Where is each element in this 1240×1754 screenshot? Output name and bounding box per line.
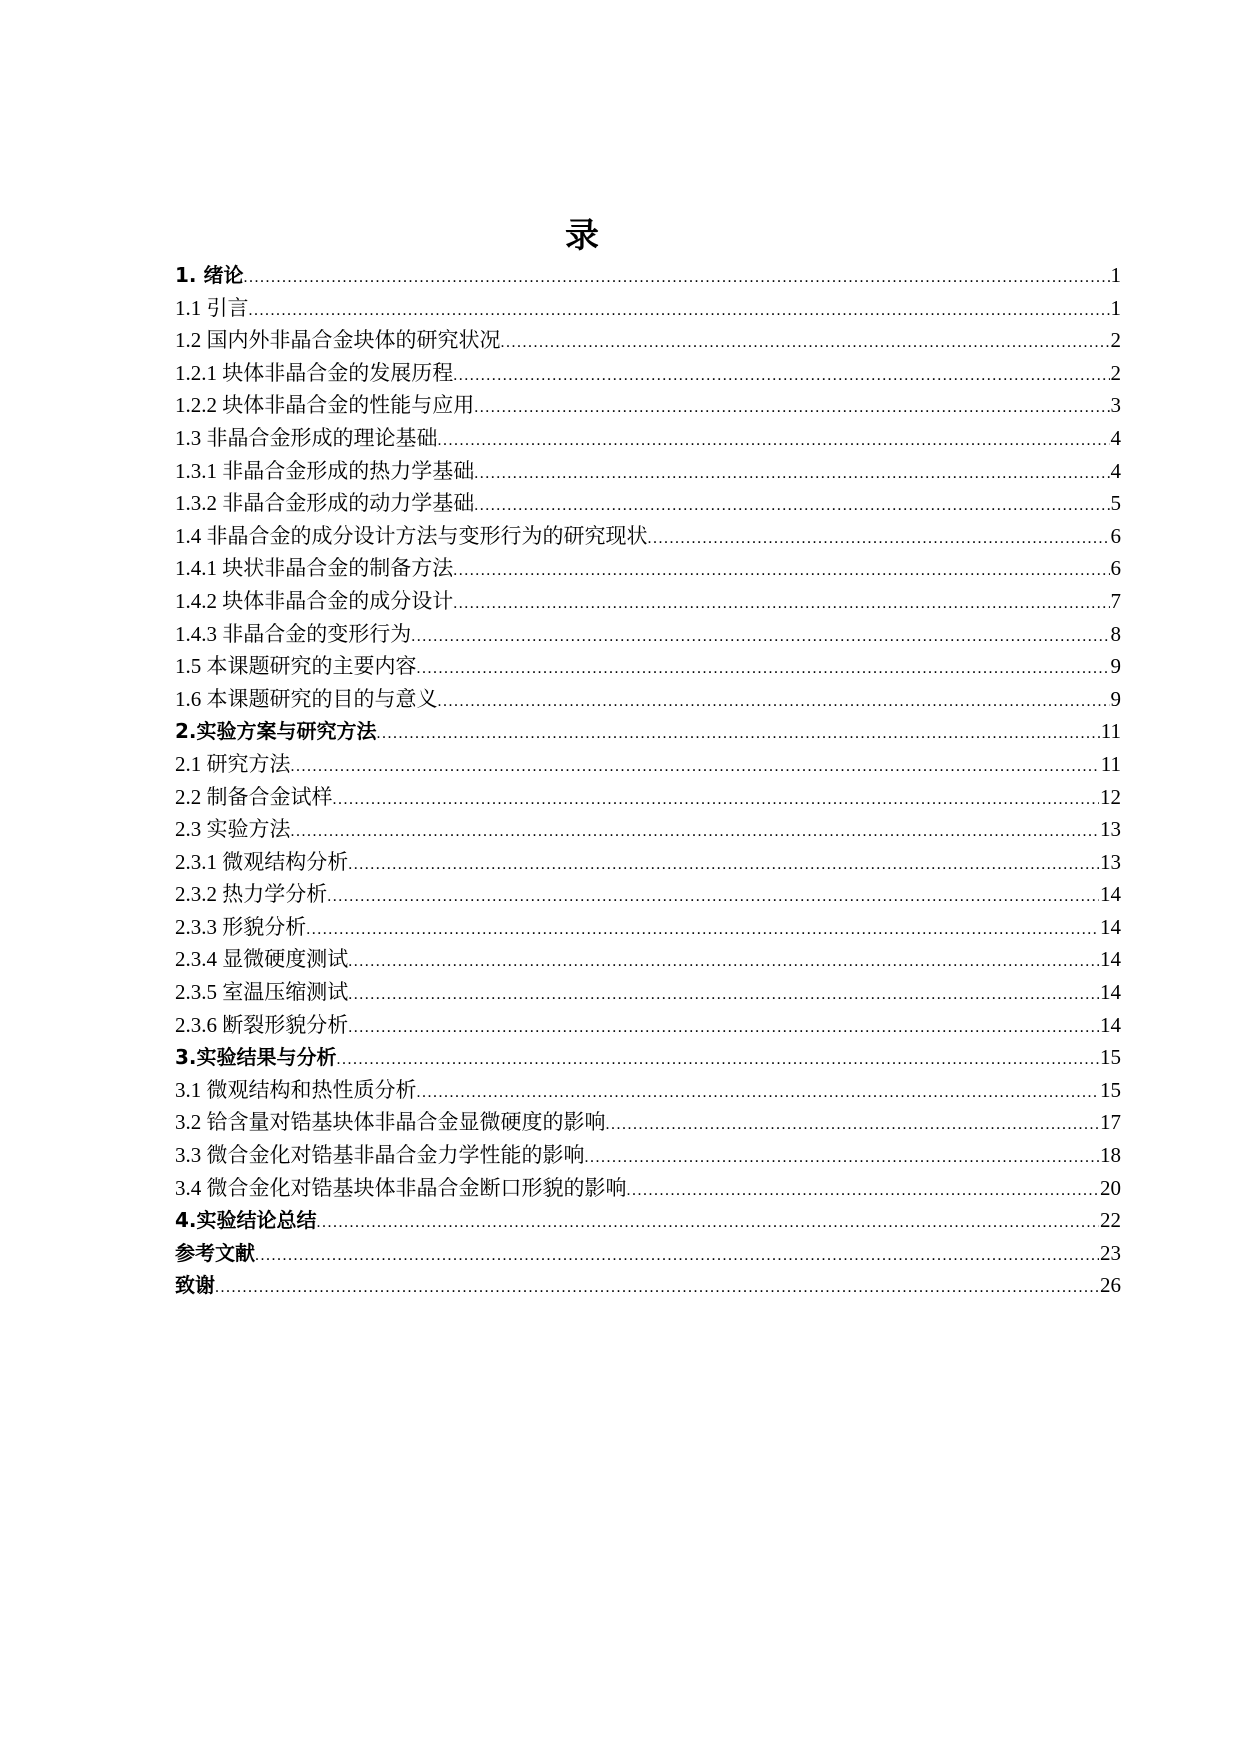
toc-entry-page: 9 (1110, 686, 1121, 711)
toc-entry[interactable] (175, 813, 1121, 846)
toc-entry[interactable] (175, 781, 1121, 814)
toc-entry-label: 1.3 非晶合金形成的理论基础 (175, 425, 438, 450)
dot-leader (317, 1214, 1099, 1232)
dot-leader (411, 628, 1109, 646)
toc-entry[interactable] (175, 1237, 1121, 1270)
toc-entry[interactable] (175, 878, 1121, 911)
toc-entry[interactable] (175, 389, 1121, 422)
dot-leader (606, 1116, 1100, 1134)
toc-entry[interactable] (175, 846, 1121, 879)
toc-entry[interactable] (175, 683, 1121, 716)
toc-entry[interactable] (175, 552, 1121, 585)
toc-entry[interactable] (175, 1106, 1121, 1139)
toc-entry-label: 2.3.1 微观结构分析 (175, 849, 349, 874)
toc-entry[interactable] (175, 1009, 1121, 1042)
toc-entry-label: 2.3 实验方法 (175, 817, 291, 842)
toc-entry-page: 4 (1110, 458, 1121, 483)
dot-leader (306, 921, 1099, 939)
toc-entry-page: 14 (1100, 947, 1121, 972)
toc-entry-label: 1.3.1 非晶合金形成的热力学基础 (175, 458, 475, 483)
dot-leader (453, 595, 1109, 613)
toc-entry[interactable] (175, 487, 1121, 520)
toc-entry-label: 2.3.2 热力学分析 (175, 882, 328, 907)
toc-entry-label: 3.4 微合金化对锆基块体非晶合金断口形貌的影响 (175, 1175, 627, 1200)
toc-entry-label: 2.2 制备合金试样 (175, 784, 333, 809)
toc-entry-label: 1. 绪论 (175, 263, 244, 287)
table-of-contents (175, 259, 1121, 1302)
toc-entry-label: 2.3.3 形貌分析 (175, 914, 307, 939)
toc-entry-page: 15 (1100, 1077, 1121, 1102)
dot-leader (333, 791, 1100, 809)
dot-leader (291, 823, 1100, 841)
toc-entry-label: 1.4.2 块体非晶合金的成分设计 (175, 588, 454, 613)
dot-leader (474, 399, 1109, 417)
dot-leader (337, 1051, 1099, 1069)
toc-entry-page: 12 (1100, 784, 1121, 809)
dot-leader (648, 530, 1110, 548)
toc-entry-page: 13 (1100, 849, 1121, 874)
toc-entry[interactable] (175, 1139, 1121, 1172)
toc-entry-page: 22 (1100, 1208, 1121, 1233)
toc-entry-page: 6 (1110, 556, 1121, 581)
toc-entry-page: 9 (1110, 654, 1121, 679)
dot-leader (453, 367, 1109, 385)
toc-entry-label: 2.3.6 断裂形貌分析 (175, 1012, 349, 1037)
dot-leader (377, 725, 1100, 743)
toc-entry[interactable] (175, 1269, 1121, 1302)
dot-leader (348, 856, 1099, 874)
toc-entry-label: 2.3.5 室温压缩测试 (175, 980, 349, 1005)
toc-entry-label: 1.2.2 块体非晶合金的性能与应用 (175, 393, 475, 418)
toc-entry-label: 3.3 微合金化对锆基非晶合金力学性能的影响 (175, 1143, 585, 1168)
dot-leader (417, 1084, 1100, 1102)
toc-entry-page: 2 (1110, 360, 1121, 385)
toc-entry[interactable] (175, 715, 1121, 748)
toc-entry-page: 14 (1100, 1012, 1121, 1037)
toc-entry[interactable] (175, 259, 1121, 292)
toc-entry[interactable] (175, 976, 1121, 1009)
toc-entry-page: 18 (1100, 1143, 1121, 1168)
toc-entry[interactable] (175, 618, 1121, 651)
dot-leader (215, 1279, 1099, 1297)
toc-entry-label: 1.4.1 块状非晶合金的制备方法 (175, 556, 454, 581)
toc-entry-label: 3.实验结果与分析 (175, 1045, 337, 1070)
toc-entry[interactable] (175, 292, 1121, 325)
dot-leader (474, 465, 1109, 483)
toc-entry-page: 14 (1100, 914, 1121, 939)
toc-entry[interactable] (175, 585, 1121, 618)
toc-entry[interactable] (175, 357, 1121, 390)
toc-entry-label: 2.1 研究方法 (175, 751, 291, 776)
toc-entry[interactable] (175, 1204, 1121, 1237)
toc-entry-label: 参考文献 (175, 1240, 255, 1265)
toc-entry-page: 3 (1110, 393, 1121, 418)
toc-entry-page: 14 (1100, 980, 1121, 1005)
toc-entry-page: 1 (1110, 295, 1121, 320)
toc-entry-label: 1.6 本课题研究的目的与意义 (175, 686, 438, 711)
toc-entry[interactable] (175, 520, 1121, 553)
toc-entry-label: 2.实验方案与研究方法 (175, 719, 377, 744)
toc-entry-label: 1.5 本课题研究的主要内容 (175, 654, 417, 679)
toc-entry-page: 11 (1100, 719, 1121, 744)
toc-entry-label: 1.2 国内外非晶合金块体的研究状况 (175, 328, 501, 353)
toc-entry-page: 23 (1100, 1240, 1121, 1265)
dot-leader (348, 1019, 1099, 1037)
dot-leader (501, 334, 1110, 352)
toc-entry[interactable] (175, 650, 1121, 683)
toc-entry-label: 致谢 (175, 1273, 215, 1298)
toc-entry-page: 15 (1100, 1045, 1121, 1070)
toc-entry-page: 5 (1110, 491, 1121, 516)
dot-leader (327, 888, 1099, 906)
toc-entry-page: 2 (1110, 328, 1121, 353)
dot-leader (243, 269, 1109, 287)
toc-title: 录 (565, 216, 599, 256)
toc-entry-label: 1.3.2 非晶合金形成的动力学基础 (175, 491, 475, 516)
dot-leader (453, 562, 1109, 580)
dot-leader (438, 693, 1110, 711)
dot-leader (627, 1182, 1100, 1200)
toc-entry-page: 20 (1100, 1175, 1121, 1200)
dot-leader (348, 953, 1099, 971)
dot-leader (474, 497, 1109, 515)
toc-entry-page: 13 (1100, 817, 1121, 842)
toc-entry-page: 11 (1100, 751, 1121, 776)
toc-entry[interactable] (175, 455, 1121, 488)
toc-entry-page: 26 (1100, 1273, 1121, 1298)
toc-entry[interactable] (175, 943, 1121, 976)
dot-leader (348, 986, 1099, 1004)
dot-leader (438, 432, 1110, 450)
dot-leader (291, 758, 1100, 776)
toc-entry-page: 7 (1110, 588, 1121, 613)
toc-entry-page: 4 (1110, 425, 1121, 450)
toc-entry[interactable] (175, 1041, 1121, 1074)
toc-entry-page: 6 (1110, 523, 1121, 548)
toc-entry[interactable] (175, 911, 1121, 944)
toc-entry-page: 1 (1110, 263, 1121, 287)
toc-entry-page: 14 (1100, 882, 1121, 907)
toc-entry[interactable] (175, 422, 1121, 455)
toc-entry-label: 1.4.3 非晶合金的变形行为 (175, 621, 412, 646)
dot-leader (255, 1247, 1099, 1265)
toc-entry-label: 4.实验结论总结 (175, 1208, 317, 1233)
dot-leader (249, 302, 1110, 320)
toc-entry-page: 17 (1100, 1110, 1121, 1135)
toc-entry-label: 3.1 微观结构和热性质分析 (175, 1077, 417, 1102)
toc-entry-label: 2.3.4 显微硬度测试 (175, 947, 349, 972)
toc-entry[interactable] (175, 1074, 1121, 1107)
dot-leader (585, 1149, 1100, 1167)
toc-entry-label: 1.4 非晶合金的成分设计方法与变形行为的研究现状 (175, 523, 648, 548)
toc-entry-label: 1.2.1 块体非晶合金的发展历程 (175, 360, 454, 385)
toc-entry-label: 1.1 引言 (175, 295, 249, 320)
toc-entry-label: 3.2 铪含量对锆基块体非晶合金显微硬度的影响 (175, 1110, 606, 1135)
toc-entry[interactable] (175, 1172, 1121, 1205)
toc-entry[interactable] (175, 324, 1121, 357)
toc-entry[interactable] (175, 748, 1121, 781)
dot-leader (417, 660, 1110, 678)
toc-entry-page: 8 (1110, 621, 1121, 646)
